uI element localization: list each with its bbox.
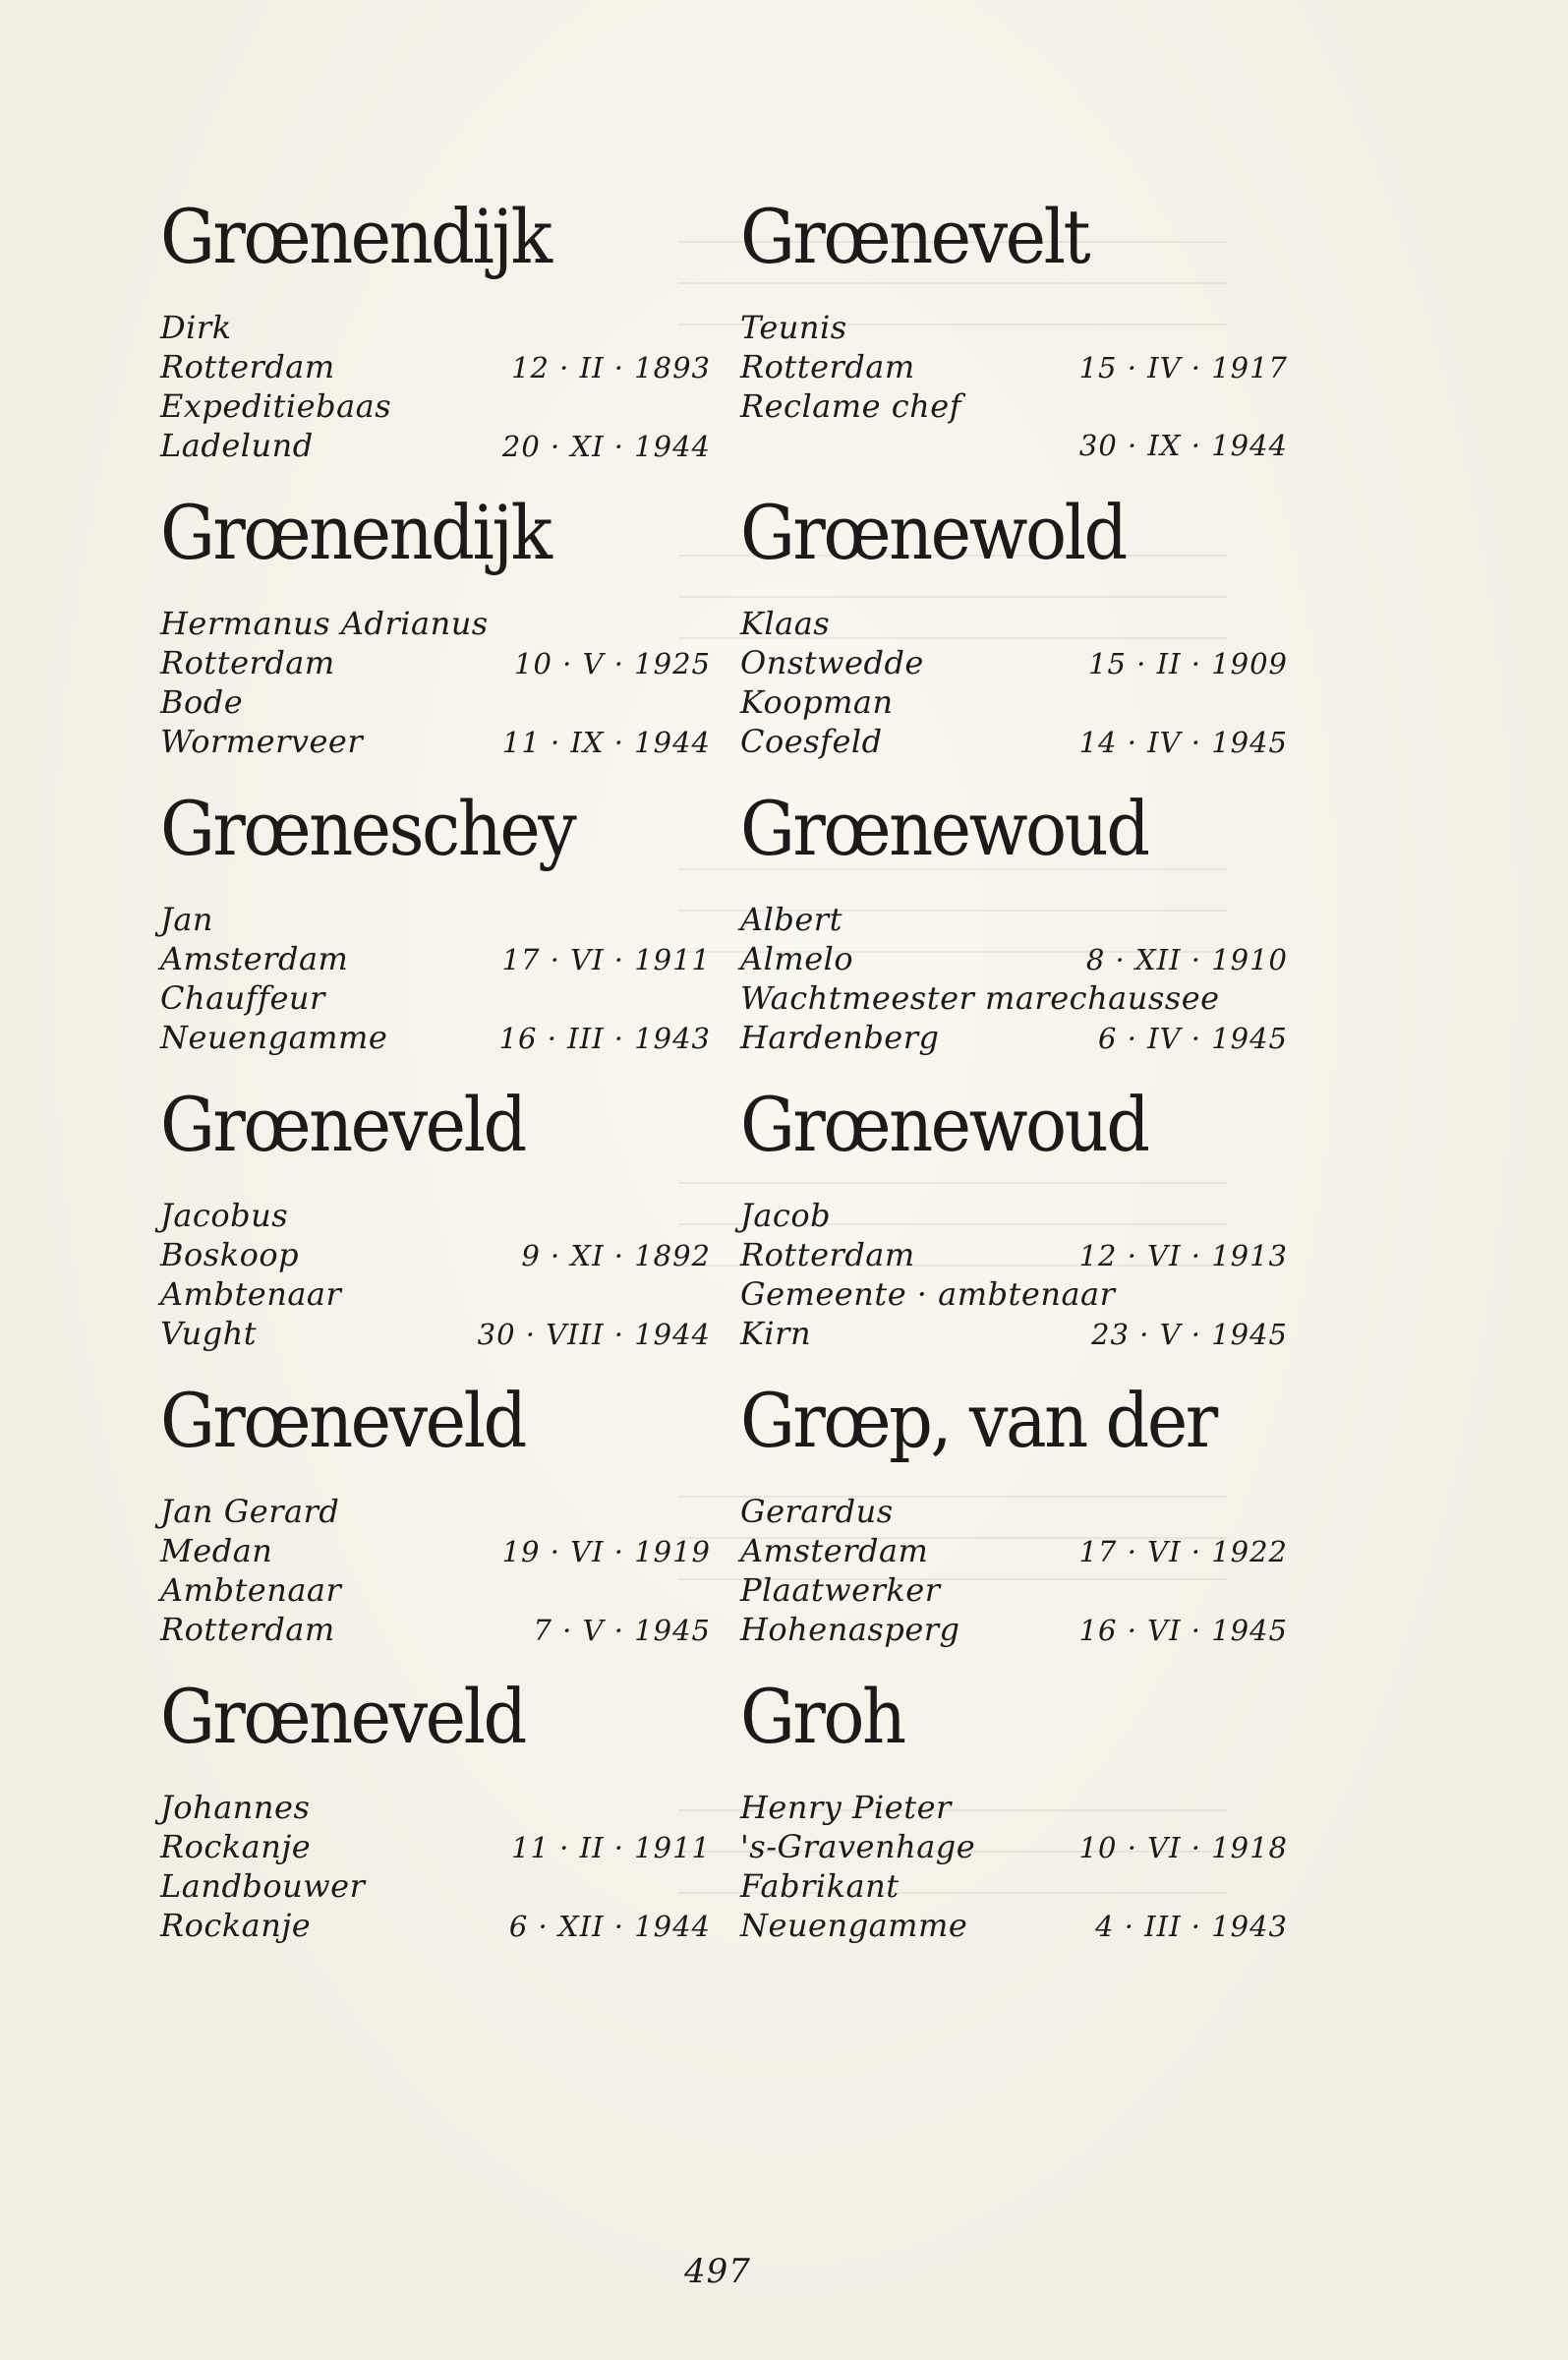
memorial-entry [160,785,711,1090]
death-date: 11 · IX · 1944 [501,726,711,759]
given-names-row [740,604,1288,643]
birth-date: 11 · II · 1911 [511,1831,711,1864]
occupation-row [740,1274,1288,1314]
occupation-row [740,386,1288,426]
occupation: Fabrikant [740,1867,900,1905]
death-row [160,426,711,465]
given-names-row [160,1492,711,1531]
birth-date: 8 · XII · 1910 [1085,943,1288,976]
given-names-row [740,1788,1288,1827]
occupation: Expeditiebaas [160,387,392,425]
death-place: Neuengamme [740,1907,968,1944]
occupation: Ambtenaar [160,1275,342,1313]
birth-row [160,643,711,682]
birth-date: 10 · VI · 1918 [1078,1831,1288,1864]
birth-date: 17 · VI · 1911 [501,943,711,976]
birthplace: Almelo [740,940,854,977]
occupation-row [740,1570,1288,1610]
death-date: 23 · V · 1945 [1091,1318,1288,1351]
birth-date: 9 · XI · 1892 [521,1239,711,1272]
occupation-row [160,1570,711,1610]
memorial-entry [740,1081,1288,1386]
death-place: Rotterdam [160,1611,335,1648]
memorial-entry [740,1673,1288,1977]
birth-date: 17 · VI · 1922 [1078,1535,1288,1568]
birthplace: Rotterdam [740,348,915,385]
birth-row [160,939,711,978]
birth-date: 15 · IV · 1917 [1078,351,1288,384]
memorial-entry [740,489,1288,794]
death-row [740,1906,1288,1945]
death-place: Hohenasperg [740,1611,960,1648]
given-names: Teunis [740,309,847,346]
memorial-entry [740,1377,1288,1682]
death-date: 30 · IX · 1944 [1078,429,1288,462]
death-place: Rockanje [160,1907,312,1944]
given-names: Jacob [740,1197,832,1234]
birth-date: 12 · VI · 1913 [1078,1239,1288,1272]
memorial-entry [160,1377,711,1682]
death-row [160,722,711,761]
birth-row [740,1235,1288,1274]
memorial-entry [160,1081,711,1386]
birthplace: Onstwedde [740,644,924,681]
occupation-row [160,1866,711,1906]
death-date: 30 · VIII · 1944 [477,1318,711,1351]
memorial-entry [160,193,711,498]
memorial-entry [740,785,1288,1090]
birthplace: Amsterdam [740,1532,929,1569]
surname-heading: Grœneveld [160,1377,525,1465]
surname-heading: Grœnevelt [740,193,1089,281]
birth-row [740,939,1288,978]
occupation-row [740,682,1288,722]
death-place: Kirn [740,1315,812,1352]
death-place: Neuengamme [160,1019,388,1056]
occupation: Reclame chef [740,387,962,425]
occupation: Koopman [740,683,894,721]
birth-row [160,1827,711,1866]
birthplace: 's-Gravenhage [740,1828,976,1865]
surname-heading: Grœp, van der [740,1377,1216,1465]
surname-heading: Grœnewoud [740,1081,1148,1169]
given-names-row [740,900,1288,939]
occupation-row [160,682,711,722]
death-place: Coesfeld [740,723,883,760]
death-date: 4 · III · 1943 [1095,1910,1288,1943]
memorial-entry [740,193,1288,498]
death-date: 6 · XII · 1944 [508,1910,711,1943]
occupation-row [740,978,1288,1018]
death-place: Wormerveer [160,723,364,760]
given-names-row [740,308,1288,347]
occupation: Ambtenaar [160,1571,342,1609]
death-place: Ladelund [160,427,314,464]
death-place: Vught [160,1315,258,1352]
birth-row [160,1235,711,1274]
birthplace: Amsterdam [160,940,349,977]
surname-heading: Grœneschey [160,785,575,873]
given-names-row [160,308,711,347]
occupation: Landbouwer [160,1867,366,1905]
given-names-row [160,900,711,939]
memorial-entry [160,1673,711,1977]
birth-row [740,347,1288,386]
birthplace: Rotterdam [160,348,335,385]
occupation: Chauffeur [160,979,325,1017]
birth-row [160,1531,711,1570]
occupation-row [740,1866,1288,1906]
memorial-entry [160,489,711,794]
surname-heading: Grœneveld [160,1081,525,1169]
given-names: Dirk [160,309,232,346]
birth-row [160,347,711,386]
given-names-row [160,1196,711,1235]
occupation: Wachtmeester marechaussee [740,979,1220,1017]
occupation-row [160,1274,711,1314]
death-date: 14 · IV · 1945 [1078,726,1288,759]
given-names: Klaas [740,605,831,642]
page-number: 497 [684,2252,751,2291]
given-names-row [740,1196,1288,1235]
given-names-row [740,1492,1288,1531]
birthplace: Rotterdam [740,1236,915,1273]
given-names: Jacobus [160,1197,289,1234]
death-date: 20 · XI · 1944 [501,430,711,463]
given-names: Jan Gerard [160,1493,340,1530]
occupation: Gemeente · ambtenaar [740,1275,1116,1313]
birth-row [740,643,1288,682]
birth-date: 12 · II · 1893 [511,351,711,384]
birthplace: Rockanje [160,1828,312,1865]
left-column [160,193,711,1977]
given-names: Jan [160,901,214,938]
death-row [160,1018,711,1057]
birthplace: Medan [160,1532,273,1569]
surname-heading: Grœnewold [740,489,1126,577]
death-row [160,1610,711,1649]
given-names-row [160,1788,711,1827]
death-row [740,426,1288,465]
death-date: 6 · IV · 1945 [1098,1022,1288,1055]
given-names: Henry Pieter [740,1789,952,1826]
given-names: Johannes [160,1789,311,1826]
surname-heading: Grœnendijk [160,193,551,281]
death-row [740,1314,1288,1353]
birth-row [740,1827,1288,1866]
given-names: Albert [740,901,842,938]
death-row [160,1906,711,1945]
birthplace: Rotterdam [160,644,335,681]
surname-heading: Grœnendijk [160,489,551,577]
death-row [740,1610,1288,1649]
given-names: Gerardus [740,1493,894,1530]
surname-heading: Grœnewoud [740,785,1148,873]
surname-heading: Grœneveld [160,1673,525,1761]
given-names: Hermanus Adrianus [160,605,489,642]
death-place: Hardenberg [740,1019,940,1056]
birth-date: 10 · V · 1925 [514,647,711,680]
death-date: 7 · V · 1945 [533,1614,711,1647]
death-date: 16 · III · 1943 [498,1022,711,1055]
birth-date: 19 · VI · 1919 [501,1535,711,1568]
occupation-row [160,386,711,426]
birth-row [740,1531,1288,1570]
birth-date: 15 · II · 1909 [1088,647,1288,680]
occupation-row [160,978,711,1018]
given-names-row [160,604,711,643]
occupation: Plaatwerker [740,1571,941,1609]
death-row [160,1314,711,1353]
right-column [740,193,1288,1977]
birthplace: Boskoop [160,1236,300,1273]
death-row [740,722,1288,761]
death-date: 16 · VI · 1945 [1078,1614,1288,1647]
surname-heading: Groh [740,1673,904,1761]
death-row [740,1018,1288,1057]
occupation: Bode [160,683,244,721]
